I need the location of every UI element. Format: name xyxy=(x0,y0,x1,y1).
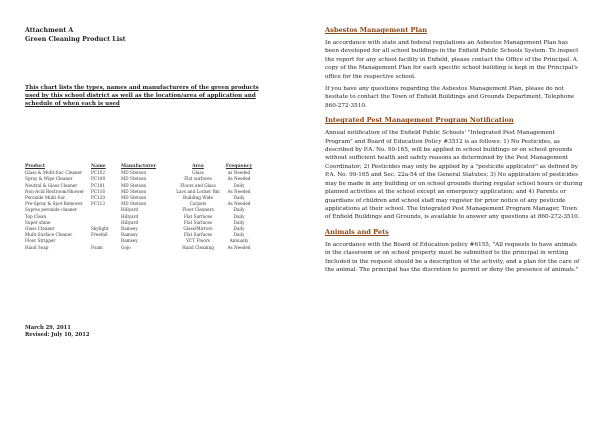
section-pest-management xyxy=(325,116,583,221)
product-table-body xyxy=(25,170,255,251)
attachment-label: Attachment A xyxy=(25,27,74,34)
right-column xyxy=(325,26,583,274)
cell-manufacturer: MD Stetson xyxy=(121,195,147,201)
section-paragraph: If you have any questions regarding the Asbestos Management Plan, please do not hesitate to contact the Town of Enfield Buildings and Grounds Department, Telephone 860-272-3510. xyxy=(325,86,575,109)
cell-manufacturer: Ramsey xyxy=(121,232,138,238)
cell-manufacturer: Hillyard xyxy=(121,219,139,225)
cell-area: Floor Cleaners xyxy=(182,207,214,213)
section-paragraph: In accordance with the Board of Education policy #6155, "All requests to have animals in the classroom or on school property must be submitted to the principal in writing Included in the request should be a description of the activity, and a plan for the care of the animal. The principal has the discretion to permit or deny the presence of animals." xyxy=(325,241,580,273)
created-date: March 29, 2011 xyxy=(25,325,71,331)
cell-frequency: Daily xyxy=(233,219,245,225)
section-paragraph: Annual notification of the Enfield Public Schools' "Integrated Pest Management Program" and Board of Education Policy #3512 is as follows: 1) No Pesticides, as described by P.A. No. 99-165, will be applied in school buildings or on school grounds without sufficient health and safety reasons as determined by the Pest Management Coordinator; 2) Pesticides may only be applied by a "pesticide applicator" as defined by P.A. No. 99-165 and Sec. 22a-54 of the General Statutes; 3) No application of pesticides may be made in any building or on school grounds during regular school hours or during planned activities at the school except an emergency application; and 4) Parents or guardians of children and school staff may register for prior notice of any pesticide applications at their school. The Integrated Pest Management Program Manager, Town of Enfield Buildings and Grounds, is available to answer any questions at 860-272-3510. xyxy=(325,130,583,221)
cell-manufacturer: MD Stetson xyxy=(121,170,147,176)
cell-area: Flat Surfaces xyxy=(183,219,213,225)
cell-area: Lavs and Locker Rm xyxy=(176,188,220,194)
product-table xyxy=(25,164,255,251)
section-asbestos xyxy=(325,26,583,110)
cell-manufacturer: Hillyard xyxy=(121,207,139,213)
cell-name: PC120 xyxy=(91,195,106,201)
cell-frequency: Daily xyxy=(233,226,245,232)
cell-product: Glass & Multi-Sur. Cleaner xyxy=(25,170,83,176)
cell-manufacturer: MD Stetson xyxy=(121,188,147,194)
header-manufacturer: Manufacturer xyxy=(121,164,156,169)
cell-product: Glass Cleaner xyxy=(25,226,55,232)
cell-frequency: As Needed xyxy=(227,176,251,182)
cell-frequency: Daily xyxy=(233,195,245,201)
cell-product: Top Clean xyxy=(25,213,47,219)
cell-frequency: As Needed xyxy=(227,201,251,207)
cell-area: VCT Floors xyxy=(186,238,210,244)
cell-name: PC101 xyxy=(91,182,106,188)
cell-area: Flat Surfaces xyxy=(183,213,213,219)
cell-product: Super shine xyxy=(25,219,51,225)
cell-area: Carpets xyxy=(189,201,207,207)
cell-area: Flat surfaces xyxy=(184,176,212,182)
cell-area: Floors and Glass xyxy=(180,182,216,188)
dates-block xyxy=(25,325,89,339)
cell-area: Glass/Mirrors xyxy=(183,226,213,232)
cell-area: Flat Surfaces xyxy=(183,232,213,238)
cell-manufacturer: Gojo xyxy=(121,244,131,250)
cell-frequency: as Needed xyxy=(227,170,251,176)
cell-area: Building Wide xyxy=(183,195,213,201)
header-frequency: Frequency xyxy=(225,164,253,169)
cell-product: Neutral & Glass Cleaner xyxy=(25,182,78,188)
cell-name: Freefall xyxy=(91,232,108,238)
section-heading-pest-management: Integrated Pest Management Program Notification xyxy=(325,116,514,125)
section-heading-animals: Animals and Pets xyxy=(325,227,389,236)
cell-name: PC113 xyxy=(91,201,106,207)
cell-area: Glass xyxy=(192,170,204,176)
cell-area: Hand Cleaning xyxy=(182,244,214,250)
cell-name: PC102 xyxy=(91,170,106,176)
revised-date: Revised: July 10, 2012 xyxy=(25,332,90,338)
cell-frequency: Daily xyxy=(233,232,245,238)
cell-product: Hand Soap xyxy=(25,244,49,250)
cell-manufacturer: MD Stetson xyxy=(121,176,147,182)
section-paragraph: In accordance with state and federal regulations an Asbestos Management Plan has been developed for all school buildings in the Enfield Public Schools System. To inspect the report for any school facility in Enfield, please contact the Office of the Principal. A copy of the Management Plan for each specific school building is kept in the Principal's office for the respective school. xyxy=(325,40,579,80)
left-column xyxy=(25,26,275,338)
cell-frequency: Daily xyxy=(233,213,245,219)
cell-frequency: As Needed xyxy=(227,244,251,250)
cell-product: Multi-Surface Cleaner xyxy=(25,232,73,238)
header-name: Name xyxy=(91,164,106,169)
section-heading-asbestos: Asbestos Management Plan xyxy=(325,26,428,34)
cell-frequency: Daily xyxy=(233,182,245,188)
header-product: Product xyxy=(25,164,45,169)
cell-name: Foam xyxy=(91,244,103,250)
cell-product: Non-Acid Restroom/Shower xyxy=(25,188,85,194)
cell-frequency: Daily xyxy=(233,207,245,213)
cell-product: Pre-Spray & Spot Remover xyxy=(25,201,83,207)
product-list-title: Green Cleaning Product List xyxy=(25,36,126,43)
cell-name: PC116 xyxy=(91,188,106,194)
cell-frequency: Annually xyxy=(229,238,249,244)
cell-product: Spray & Wipe Cleaner xyxy=(25,176,73,182)
cell-manufacturer: MD Stetson xyxy=(121,182,147,188)
cell-manufacturer: Ramsey xyxy=(121,238,138,244)
cell-frequency: As Needed xyxy=(227,188,251,194)
table-row xyxy=(25,245,255,251)
cell-name: Skylight xyxy=(91,226,109,232)
cell-name: PC108 xyxy=(91,176,106,182)
section-animals xyxy=(325,228,583,275)
cell-product: Supres peroxide cleaner xyxy=(25,207,77,213)
cell-manufacturer: Ramsey xyxy=(121,226,138,232)
cell-product: Peroxide Multi-Sur. xyxy=(25,195,67,201)
cell-manufacturer: Hillyard xyxy=(121,213,139,219)
cell-manufacturer: MD Stetson xyxy=(121,201,147,207)
header-area: Area xyxy=(192,164,204,169)
cell-product: Floor Stripper xyxy=(25,238,56,244)
intro-text: This chart lists the types, names and manufacturers of the green products used by this school district as well as the location/area of application and schedule of when each is used xyxy=(25,85,259,107)
